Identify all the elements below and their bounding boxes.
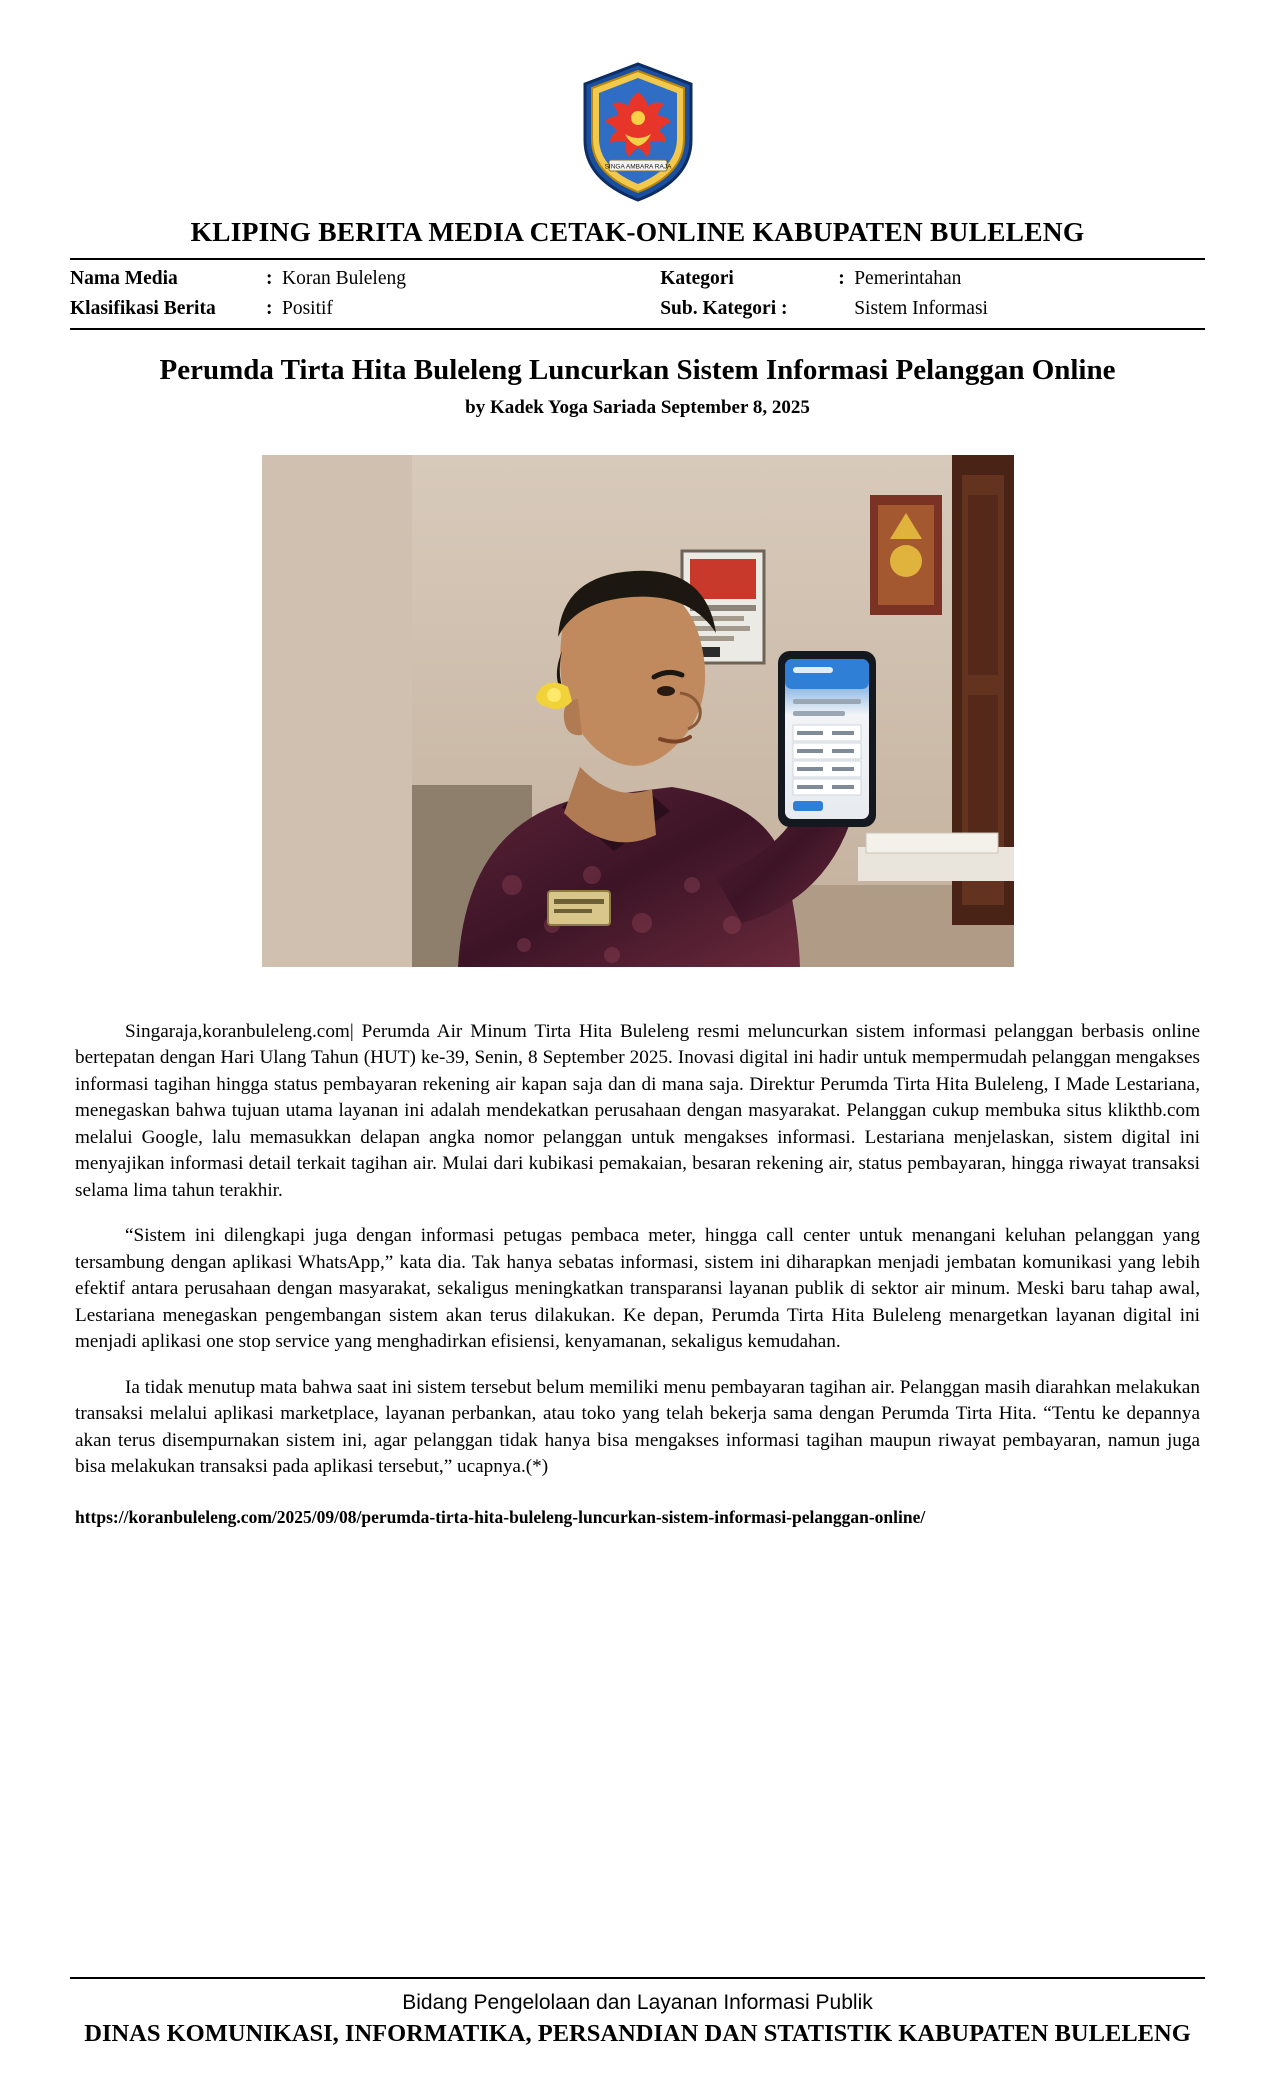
metadata-row-nama-media: [70, 267, 660, 291]
page-title: KLIPING BERITA MEDIA CETAK-ONLINE KABUPATEN BULELENG: [190, 216, 1085, 247]
metadata-colon: :: [838, 268, 845, 289]
article-paragraph-1: Singaraja,koranbuleleng.com| Perumda Air Minum Tirta Hita Buleleng resmi meluncurkan sistem informasi pelanggan berbasis online bertepatan dengan Hari Ulang Tahun (HUT) ke-39, Senin, 8 September 2025. Inovasi digital ini hadir untuk mempermudah pelanggan mengakses informasi tagihan hingga status pembayaran rekening air kapan saja dan di mana saja. Direktur Perumda Tirta Hita Buleleng, I Made Lestariana, menegaskan bahwa tujuan utama layanan ini adalah mendekatkan perusahaan dengan masyarakat. Pelanggan cukup membuka situs klikthb.com melalui Google, lalu memasukkan delapan angka nomor pelanggan untuk mengakses informasi. Lestariana menjelaskan, sistem digital ini menyajikan informasi detail terkait tagihan air. Mulai dari kubikasi pemakaian, besaran rekening air, status pembayaran, hingga riwayat transaksi selama lima tahun terakhir.: [75, 1020, 1200, 1201]
article-title: Perumda Tirta Hita Buleleng Luncurkan Sistem Informasi Pelanggan Online: [159, 353, 1116, 386]
metadata-row-kategori: [660, 267, 1205, 291]
metadata-value-kategori: Pemerintahan: [854, 268, 962, 289]
metadata-row-sub-kategori: [660, 297, 1205, 321]
metadata-colon: :: [266, 268, 273, 289]
article-photo-container: [70, 455, 1205, 967]
metadata-table: [70, 260, 1205, 328]
metadata-left-column: [70, 267, 660, 322]
metadata-value-nama-media: Koran Buleleng: [282, 268, 407, 289]
metadata-row-klasifikasi-berita: [70, 297, 660, 321]
metadata-label-klasifikasi-berita: Klasifikasi Berita: [70, 298, 216, 320]
metadata-label-sub-kategori: Sub. Kategori :: [660, 298, 788, 320]
article-body: [70, 1019, 1205, 1481]
footer-divider: [70, 1977, 1205, 1979]
metadata-value-klasifikasi-berita: Positif: [282, 298, 333, 320]
metadata-right-column: [660, 267, 1205, 322]
metadata-label-nama-media: Nama Media: [70, 268, 178, 289]
article-byline: by Kadek Yoga Sariada September 8, 2025: [465, 396, 810, 418]
page-footer: [0, 1977, 1275, 2048]
logo-container: [70, 0, 1205, 202]
metadata-label-kategori: Kategori: [660, 268, 734, 289]
svg-text:SINGA AMBARA RAJA: SINGA AMBARA RAJA: [604, 163, 671, 171]
article-paragraph-2: “Sistem ini dilengkapi juga dengan informasi petugas pembaca meter, hingga call center untuk menangani keluhan pelanggan yang tersambung dengan aplikasi WhatsApp,” kata dia. Tak hanya sebatas informasi, sistem ini diharapkan menjadi jembatan komunikasi yang lebih efektif antara perusahaan dengan masyarakat, sekaligus meningkatkan transparansi layanan publik di sektor air minum. Meski baru tahap awal, Lestariana menegaskan pengembangan sistem akan terus dilakukan. Ke depan, Perumda Tirta Hita Buleleng menargetkan layanan digital ini menjadi aplikasi one stop service yang menghadirkan efisiensi, kenyamanan, sekaligus kemudahan.: [75, 1225, 1200, 1353]
footer-department-division: Bidang Pengelolaan dan Layanan Informasi Publik: [402, 1991, 873, 2014]
metadata-colon: :: [266, 298, 273, 320]
article-photo: [262, 455, 1014, 967]
buleleng-coat-of-arms-icon: [579, 62, 697, 202]
article-paragraph-3: Ia tidak menutup mata bahwa saat ini sistem tersebut belum memiliki menu pembayaran tagihan air. Pelanggan masih diarahkan melakukan transaksi melalui aplikasi marketplace, layanan perbankan, atau toko yang telah bekerja sama dengan Perumda Tirta Hita. “Tentu ke depannya akan terus disempurnakan sistem ini, agar pelanggan tidak hanya bisa mengakses informasi tagihan maupun riwayat pembayaran, namun juga bisa melakukan transaksi pada aplikasi tersebut,” ucapnya.(*): [75, 1376, 1200, 1478]
source-url-link[interactable]: https://koranbuleleng.com/2025/09/08/perumda-tirta-hita-buleleng-luncurkan-sistem-informasi-pelanggan-online/: [75, 1506, 926, 1527]
footer-department-name: DINAS KOMUNIKASI, INFORMATIKA, PERSANDIAN DAN STATISTIK KABUPATEN BULELENG: [84, 2020, 1191, 2047]
header-divider-bottom: [70, 328, 1205, 330]
metadata-value-sub-kategori: Sistem Informasi: [854, 298, 988, 320]
